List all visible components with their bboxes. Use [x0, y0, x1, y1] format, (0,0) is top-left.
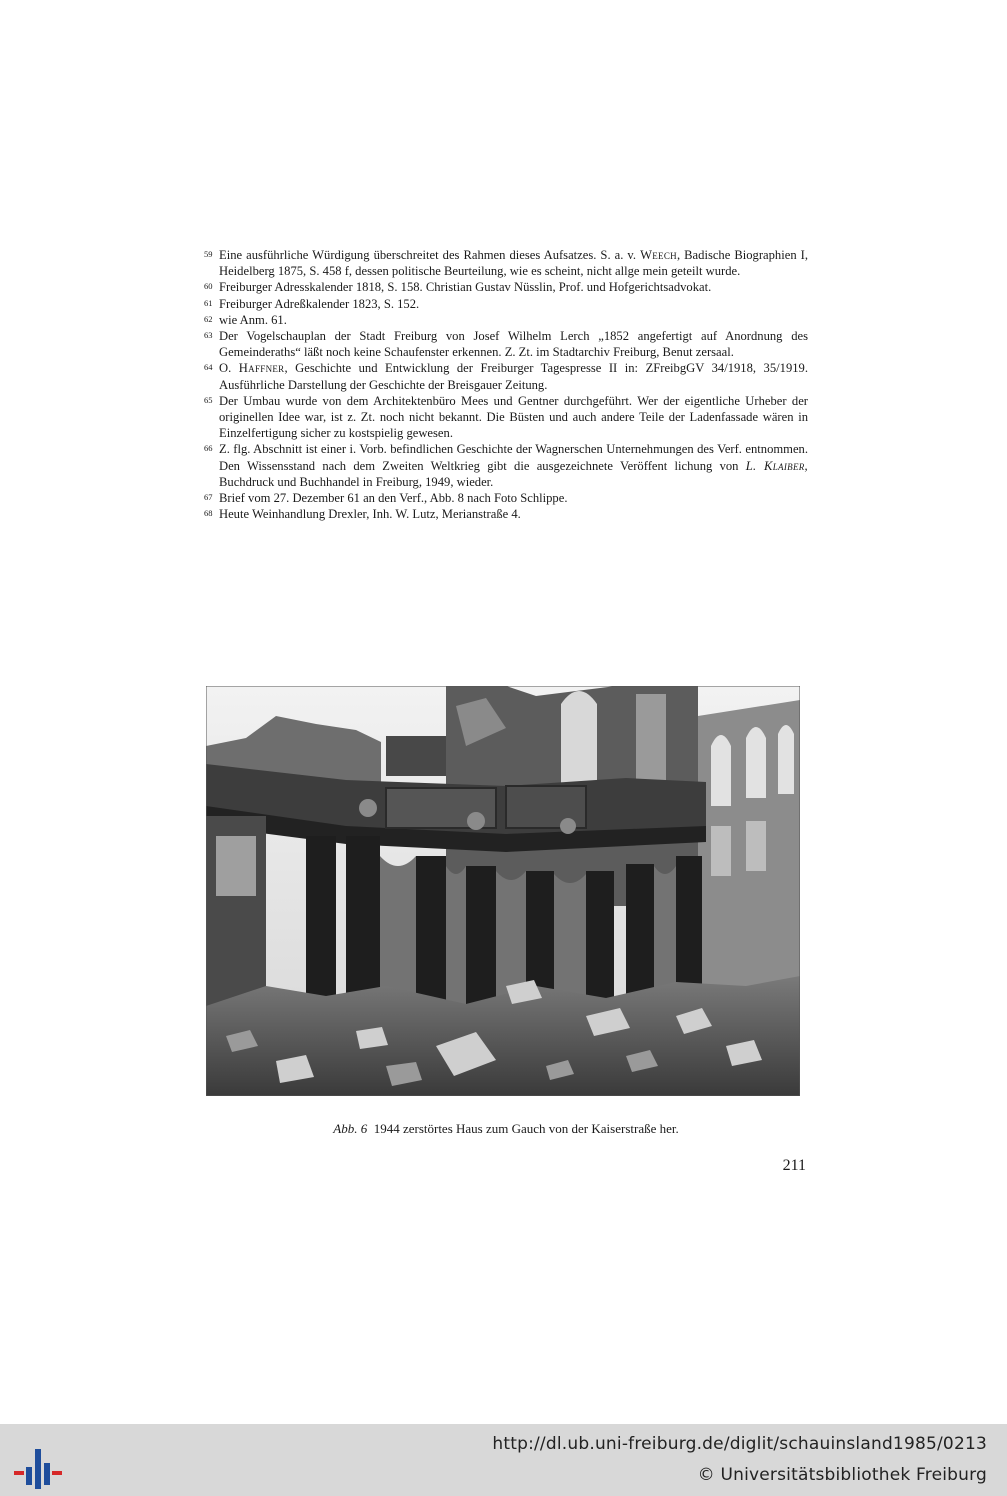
ub-freiburg-logo-icon	[12, 1437, 64, 1489]
footnote-62	[204, 312, 808, 328]
footnote-number: 61	[204, 297, 213, 308]
footnote-number: 68	[204, 508, 213, 519]
footnote-number: 67	[204, 492, 213, 503]
page-number: 211	[782, 1157, 806, 1174]
author-name: Haffner	[238, 361, 285, 376]
footnote-63	[204, 328, 808, 360]
footnote-number: 62	[204, 313, 213, 324]
document-url-link[interactable]: http://dl.ub.uni-freiburg.de/diglit/schauinsland1985/0213	[492, 1434, 987, 1454]
footnote-text: Der Umbau wurde von dem Architektenbüro Mees und Gentner durchgeführt. Wer der eigentliche Urheber der originellen Idee war, ist z. Zt. noch nicht bekannt. Die Büsten und auch andere Teile der Ladenfassade wären in Einzelfertigung sicher zu kostspielig gewesen.	[219, 393, 808, 441]
footnote-text: Freiburger Adresskalender 1818, S. 158. Christian Gustav Nüsslin, Prof. und Hofgerichtsadvokat.	[219, 280, 712, 295]
footer-bar	[0, 1424, 1007, 1496]
footnote-number: 66	[204, 443, 213, 454]
footnote-number: 59	[204, 249, 213, 259]
footnote-64: 64 O. Haffner, Geschichte und Entwicklung der Freiburger Tagespresse II in: ZFreibgGV 34/1918, 35/1919. Ausführliche Darstellung der Geschichte der Breisgauer Zeitung.	[204, 361, 808, 392]
copyright-notice: © Universitätsbibliothek Freiburg	[697, 1465, 987, 1485]
footnote-65	[204, 393, 808, 442]
footnote-text: Der Vogelschauplan der Stadt Freiburg von Josef Wilhelm Lerch „1852 angefertigt auf Anordnung des Gemeinderaths“ läßt noch keine Schaufenster erkennen. Z. Zt. im Stadtarchiv Freiburg, Benut zersaal.	[219, 329, 808, 360]
caption-text: 1944 zerstörtes Haus zum Gauch von der Kaiserstraße her.	[373, 1121, 679, 1136]
footnote-text: Heute Weinhandlung Drexler, Inh. W. Lutz, Merianstraße 4.	[219, 507, 521, 522]
footnote-68	[204, 506, 808, 522]
footnote-66: 66 Z. flg. Abschnitt ist einer i. Vorb. befindlichen Geschichte der Wagnerschen Unternehmungen des Verf. entnommen. Den Wissensstand nach dem Zweiten Weltkrieg gibt die ausgezeichnete Veröffent lichung von L. Klaiber, Buchdruck und Buchhandel in Freiburg, 1949, wieder.	[204, 442, 808, 489]
footnote-67	[204, 490, 808, 506]
footnote-text: Brief vom 27. Dezember 61 an den Verf., Abb. 8 nach Foto Schlippe.	[219, 491, 568, 506]
figure-label: Abb. 6	[333, 1121, 368, 1136]
footnotes	[204, 247, 808, 522]
author-name: Weech	[640, 248, 677, 262]
footnote-number: 65	[204, 394, 213, 405]
figure-caption	[204, 1121, 808, 1137]
ruins-photograph	[206, 686, 800, 1096]
footnote-60	[204, 279, 808, 295]
author-name: L. Klaiber,	[745, 458, 808, 473]
footnote-61	[204, 296, 808, 312]
footnote-text: wie Anm. 61.	[219, 312, 287, 327]
footnote-number: 63	[204, 330, 213, 341]
footnote-number: 64	[204, 362, 213, 373]
footnote-number: 60	[204, 281, 213, 292]
footnote-text: Freiburger Adreßkalender 1823, S. 152.	[219, 296, 420, 311]
footnote-59: 59 Eine ausführliche Würdigung überschreitet des Rahmen dieses Aufsatzes. S. a. v. Weech, Badische Biographien I, Heidelberg 1875, S. 458 f, dessen politische Beurteilung, wie es scheint, nicht allge mein geteilt wurde.	[204, 248, 808, 279]
